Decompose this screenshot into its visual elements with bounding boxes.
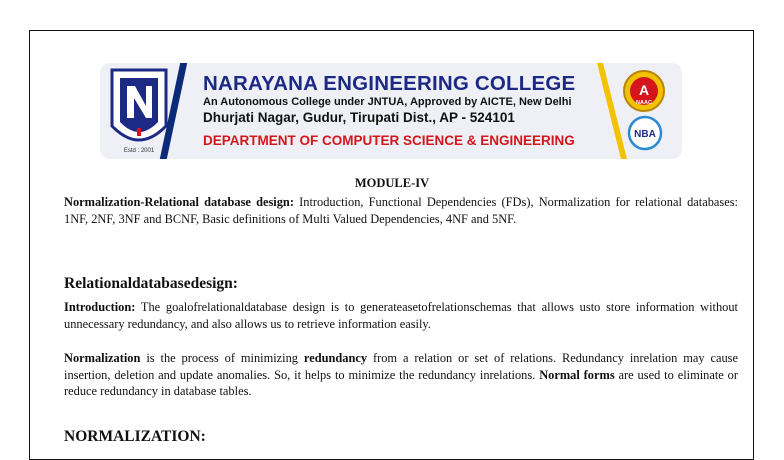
department-name: DEPARTMENT OF COMPUTER SCIENCE & ENGINEERING [203,133,575,148]
nba-label: NBA [634,129,656,140]
normalization-heading: NORMALIZATION: [64,428,206,445]
intro-lead: Introduction: [64,300,136,314]
norm-text-2: from a relation or set of relations. Redundancy inrelation may cause insertion, deletion and update anomalies. So, it helps to minimize the redundancy inrelations. [64,351,738,382]
module-title: MODULE-IV [354,176,430,190]
estd-label: Estd : 2001 [123,148,155,154]
norm-bold-2: redundancy [303,351,368,365]
norm-text-3: are used to eliminate or reduce redundancy in database tables. [64,367,739,398]
naac-grade: A [638,82,650,98]
college-logo-icon [108,66,170,156]
norm-text-1: is the process of minimizing [140,351,304,365]
section-heading: Relationaldatabasedesign: [64,275,238,292]
college-address: Dhurjati Nagar, Gudur, Tirupati Dist., AP - 524101 [203,110,515,125]
nba-badge-icon [627,115,663,151]
syllabus-paragraph [64,194,738,227]
college-banner [100,63,682,159]
naac-label: NAAC [636,100,652,106]
college-name: NARAYANA ENGINEERING COLLEGE [203,72,576,95]
norm-bold-3: Normal forms [539,367,615,382]
college-subtitle: An Autonomous College under JNTUA, Approved by AICTE, New Delhi [203,96,572,108]
norm-lead: Normalization [64,351,141,365]
syllabus-lead: Normalization-Relational database design: [64,195,294,209]
syllabus-text: Introduction, Functional Dependencies (FDs), Normalization for relational databases: 1NF, 2NF, 3NF and BCNF, Basic definitions of Multi Valued Dependencies, 4NF and 5NF. [64,195,738,226]
intro-paragraph [64,299,738,332]
naac-badge-icon [622,69,666,113]
intro-text: The goalofrelationaldatabase design is to generateasetofrelationschemas that allows usto store information without unnecessary redundancy, and also allows us to retrieve information easily. [64,300,738,331]
normalization-paragraph [64,350,738,400]
